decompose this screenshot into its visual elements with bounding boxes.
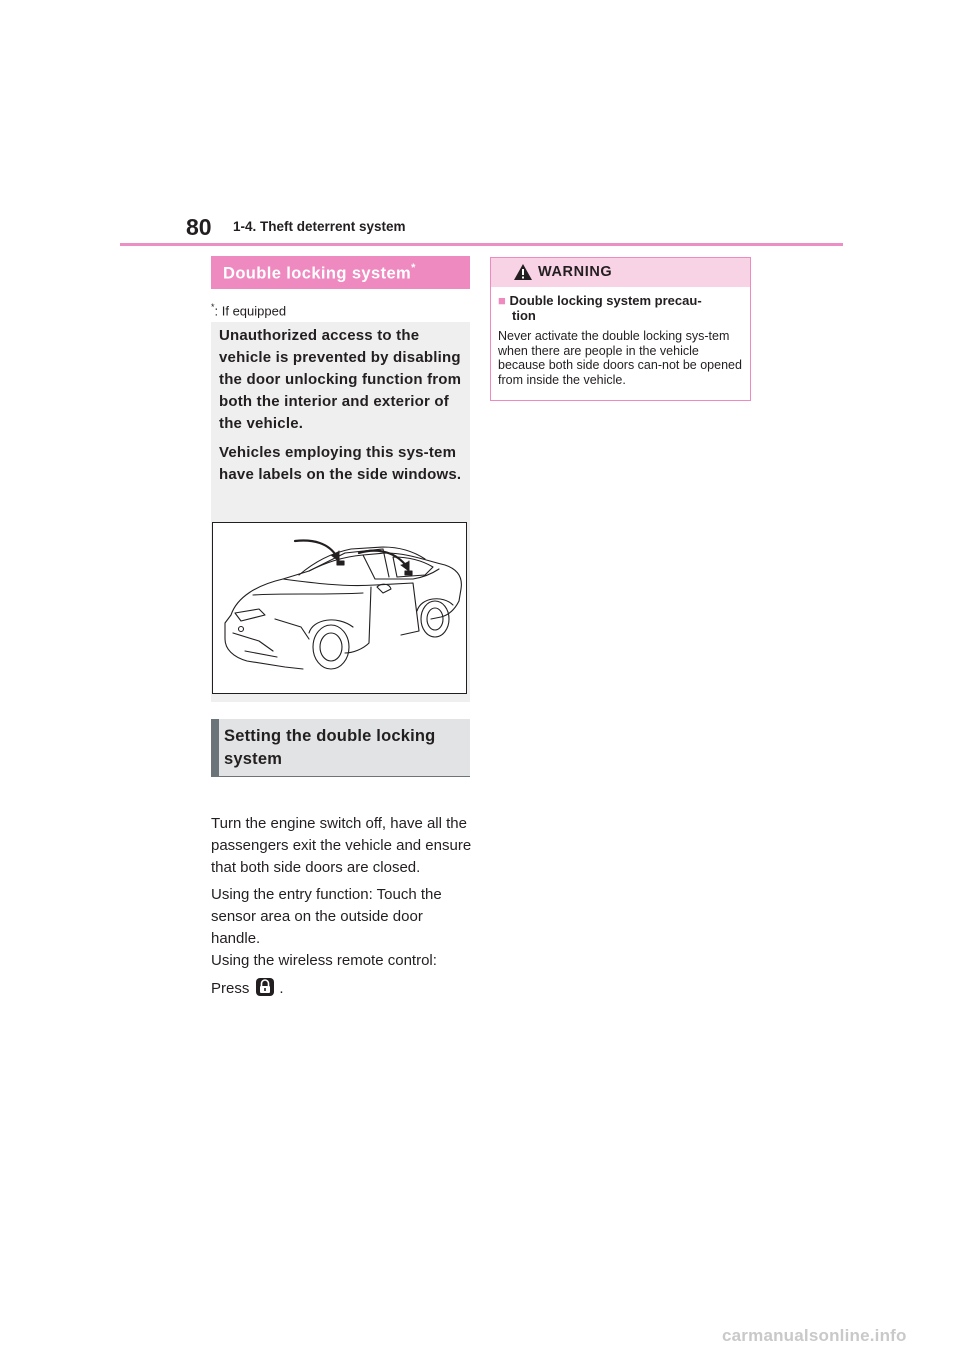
instruction-paragraph-1: Turn the engine switch off, have all the passengers exit the vehicle and ensure that both side doors are closed. bbox=[211, 815, 472, 876]
press-end: . bbox=[279, 980, 284, 997]
warning-body: Never activate the double locking sys-tem when there are people in the vehicle because both side doors can-not be opened from inside the vehicle. bbox=[498, 329, 742, 387]
warning-subheading-line-2: tion bbox=[512, 308, 536, 323]
warning-box bbox=[490, 257, 751, 401]
setting-heading-line-2: system bbox=[224, 750, 283, 768]
summary-paragraph-1: Unauthorized access to the vehicle is prevented by disabling the door unlocking function from both the interior and exterior of the vehicle. bbox=[219, 327, 462, 432]
double-locking-heading-text: Double locking system bbox=[223, 264, 412, 283]
warning-triangle-icon bbox=[513, 263, 533, 281]
setting-heading-line-1: Setting the double locking bbox=[224, 727, 436, 745]
warning-subheading-line-1: Double locking system precau- bbox=[509, 293, 702, 308]
car-illustration bbox=[212, 522, 467, 694]
setting-instructions bbox=[211, 813, 473, 1005]
press-line bbox=[211, 977, 473, 1000]
setting-heading bbox=[211, 719, 470, 777]
warning-subheading bbox=[498, 293, 743, 323]
warning-title: WARNING bbox=[538, 264, 613, 280]
summary-text bbox=[219, 325, 464, 493]
instruction-paragraph-2: Using the entry function: Touch the sensor area on the outside door handle. bbox=[211, 886, 442, 947]
footnote-text: : If equipped bbox=[214, 303, 287, 319]
section-title: 1-4. Theft deterrent system bbox=[233, 219, 406, 234]
equipped-footnote bbox=[211, 302, 286, 318]
double-locking-heading bbox=[211, 256, 470, 289]
page-number: 80 bbox=[186, 214, 212, 240]
press-label: Press bbox=[211, 980, 250, 997]
pink-square-bullet-icon: ■ bbox=[498, 293, 506, 308]
car-drawing bbox=[213, 523, 466, 693]
lock-icon bbox=[255, 977, 275, 997]
footnote-mark: * bbox=[211, 302, 215, 312]
instruction-paragraph-3: Using the wireless remote control: bbox=[211, 952, 437, 969]
warning-header bbox=[491, 258, 750, 287]
header-rule bbox=[120, 243, 843, 246]
watermark: carmanualsonline.info bbox=[722, 1326, 907, 1345]
summary-paragraph-2: Vehicles employing this sys-tem have labels on the side windows. bbox=[219, 444, 462, 483]
heading-asterisk: * bbox=[411, 262, 416, 274]
